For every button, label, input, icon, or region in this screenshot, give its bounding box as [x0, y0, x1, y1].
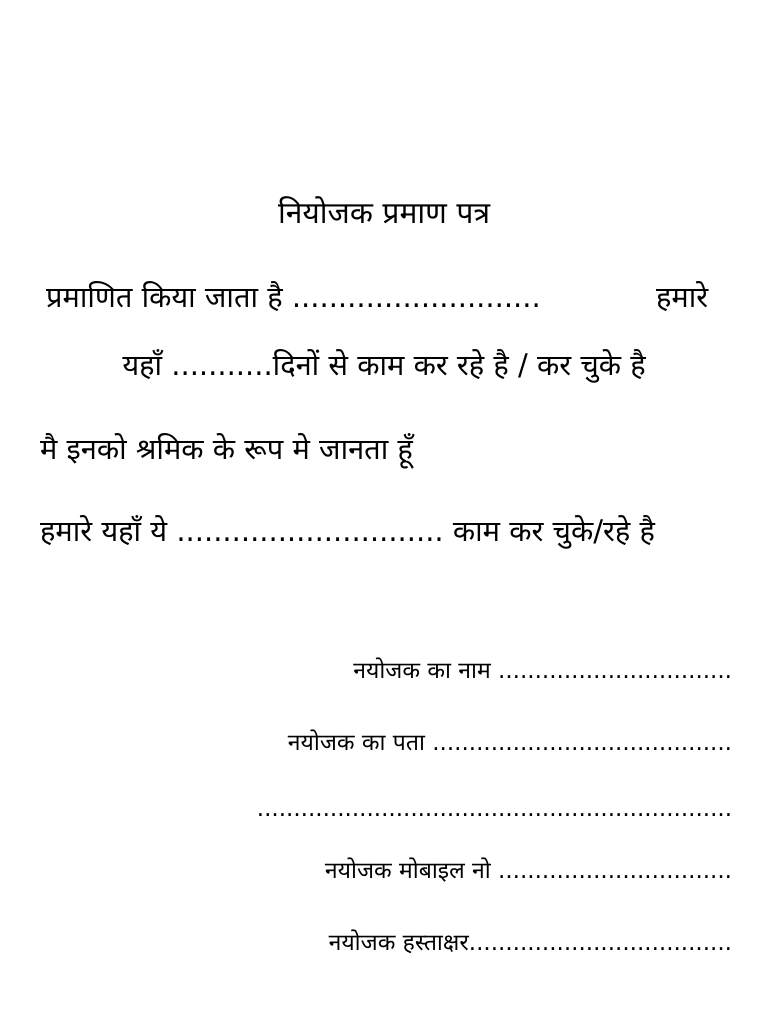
certify-statement-continued: हमारे	[656, 280, 709, 314]
certificate-title: नियोजक प्रमाण पत्र	[277, 196, 491, 231]
worker-acknowledgement: मै इनको श्रमिक के रूप मे जानता हूँ	[40, 432, 413, 466]
work-type-statement: हमारे यहाँ ये ............................. काम कर चुके/रहे है	[40, 514, 655, 548]
employer-name-field: नयोजक का नाम ................................	[353, 658, 732, 684]
certify-statement: प्रमाणित किया जाता है ...........................	[46, 280, 541, 314]
employer-mobile-field: नयोजक मोबाइल नो ................................	[324, 858, 732, 884]
work-duration-statement: यहाँ ...........दिनों से काम कर रहे है / कर चुके है	[122, 348, 646, 382]
employer-signature-field: नयोजक हस्ताक्षर....................................	[328, 930, 732, 956]
employer-address-field: नयोजक का पता .........................................	[287, 730, 732, 756]
employer-address-continued-field: .................................................................	[256, 796, 732, 822]
